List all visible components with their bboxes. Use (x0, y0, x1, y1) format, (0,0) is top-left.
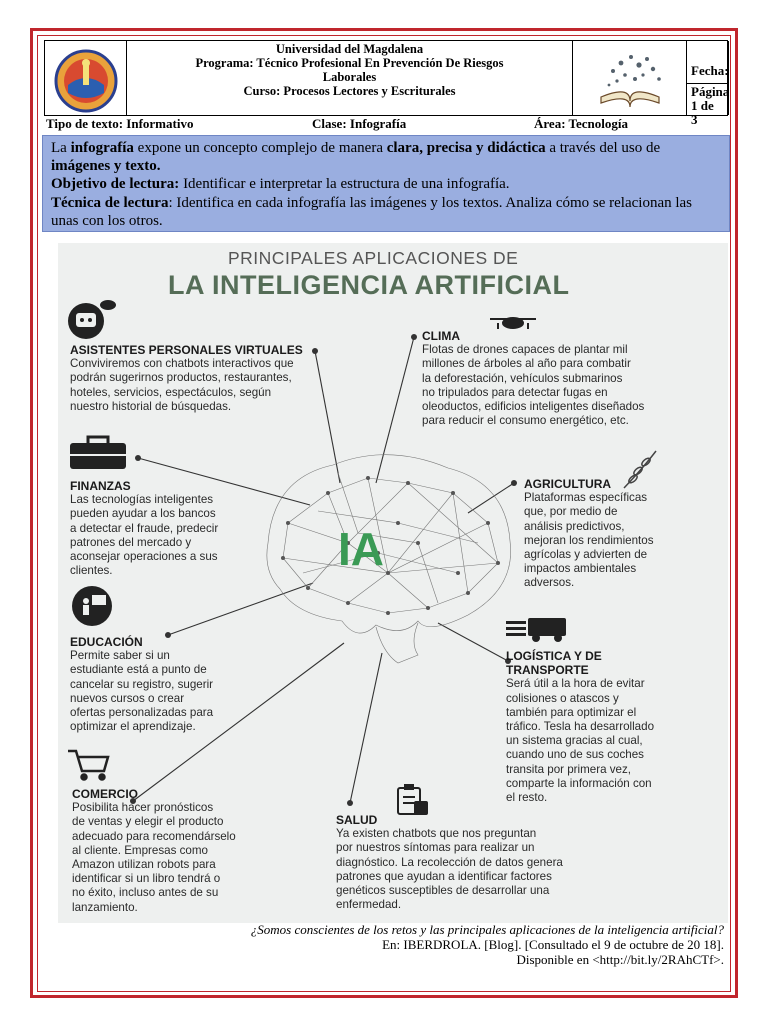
section-educacion: EDUCACIÓN Permite saber si un estudiante está a punto de cancelar su registro, sugerir nuevos cursos o crear ofertas personalizadas para optimizar el aprendizaje. (70, 635, 214, 734)
ia-center-label: IA (338, 523, 384, 575)
text-type: Tipo de texto: Informativo (46, 116, 194, 131)
infographic-subtitle: PRINCIPALES APLICACIONES DE (228, 248, 519, 268)
university-logo-cell (45, 41, 127, 115)
section-asistentes: ASISTENTES PERSONALES VIRTUALES Conviviremos con chatbots interactivos que podrán sugerirnos productos, restaurantes, hoteles, servicios, espectáculos, según nuestro historial de búsquedas. (70, 343, 303, 413)
reading-objective: Objetivo de lectura: Identificar e interpretar la estructura de una infografía. (51, 176, 510, 193)
source-publisher: En: IBERDROLA. [Blog]. [Consultado el 9 de octubre de 20 18]. (382, 937, 724, 952)
medical-clipboard-icon (398, 784, 428, 815)
intro-box (42, 135, 730, 232)
program-name: Programa: Técnico Profesional En Prevención De Riesgos (195, 56, 504, 70)
class-label: Clase: Infografía (312, 116, 407, 131)
reading-technique: Técnica de lectura: Identifica en cada infografía las imágenes y los textos. Analiza cómo se relacionan las unas con los otros. (51, 194, 693, 229)
briefcase-icon (70, 437, 126, 469)
open-book-logo (573, 41, 687, 117)
source-citation (251, 922, 724, 967)
intro-definition: La infografía expone un concepto complejo de manera clara, precisa y didáctica a través del uso de imágenes y texto. (51, 140, 661, 175)
drone-icon (490, 318, 536, 329)
date-page-cell (687, 41, 730, 127)
section-clima: CLIMA Flotas de drones capaces de plantar mil millones de árboles al año para combatir la deforestación, vehículos submarinos no tripulados para detectar fugas en oleoductos, edificios inteligentes diseñados para reducir el consumo energético, etc. (422, 329, 645, 428)
source-title: ¿Somos conscientes de los retos y las principales aplicaciones de la inteligencia artificial? (250, 922, 724, 937)
program-name-cont: Laborales (322, 70, 377, 84)
section-logistica: LOGÍSTICA Y DE TRANSPORTE Será útil a la hora de evitar colisiones o atascos y también para optimizar el tráfico. Tesla ha desarrollado un sistema gracias al cual, cuando uno de sus coches transita por primera vez, comparte la información con el resto. (506, 649, 655, 805)
date-label: Fecha: (691, 63, 729, 78)
university-seal-logo (45, 41, 127, 117)
teacher-icon (72, 586, 112, 626)
source-link[interactable]: Disponible en <http://bit.ly/2RAhCTf>. (516, 952, 724, 967)
course-name: Curso: Procesos Lectores y Escriturales (243, 84, 456, 98)
header-title-cell (127, 41, 573, 115)
section-comercio: COMERCIO Posibilita hacer pronósticos de ventas y elegir el producto adecuado para recomendárselo al cliente. Empresas como Amazon utilizan robots para identificar si un libro tendrá o no éxito, incluso antes de su lanzamiento. (72, 787, 236, 914)
metadata-row (44, 116, 728, 132)
brain-network (267, 455, 511, 663)
truck-icon (506, 618, 566, 642)
book-logo-cell (573, 41, 687, 115)
section-salud: SALUD Ya existen chatbots que nos preguntan por nuestros síntomas para realizar un diagnóstico. La recolección de datos genera patrones que ayudan a identificar factores genéticos susceptibles de desarrollar una enfermedad. (336, 813, 563, 912)
shopping-cart-icon (68, 751, 108, 780)
infographic-image (58, 243, 728, 923)
section-finanzas: FINANZAS Las tecnologías inteligentes pueden ayudar a los bancos a detectar el fraude, predecir patrones del mercado y aconsejar operaciones a sus clientes. (70, 479, 219, 578)
area-label: Área: Tecnología (534, 116, 629, 131)
section-agricultura: AGRICULTURA Plataformas específicas que, por medio de análisis predictivos, mejoran los rendimientos agrícolas y advierten de impactos ambientales adversos. (524, 477, 654, 590)
robot-chat-icon (68, 300, 116, 339)
page-label-line2: 3 (691, 112, 698, 127)
infographic-title: LA INTELIGENCIA ARTIFICIAL (168, 270, 570, 300)
university-name: Universidad del Magdalena (275, 42, 424, 56)
page-label-line1: Página 1 de (691, 84, 730, 113)
